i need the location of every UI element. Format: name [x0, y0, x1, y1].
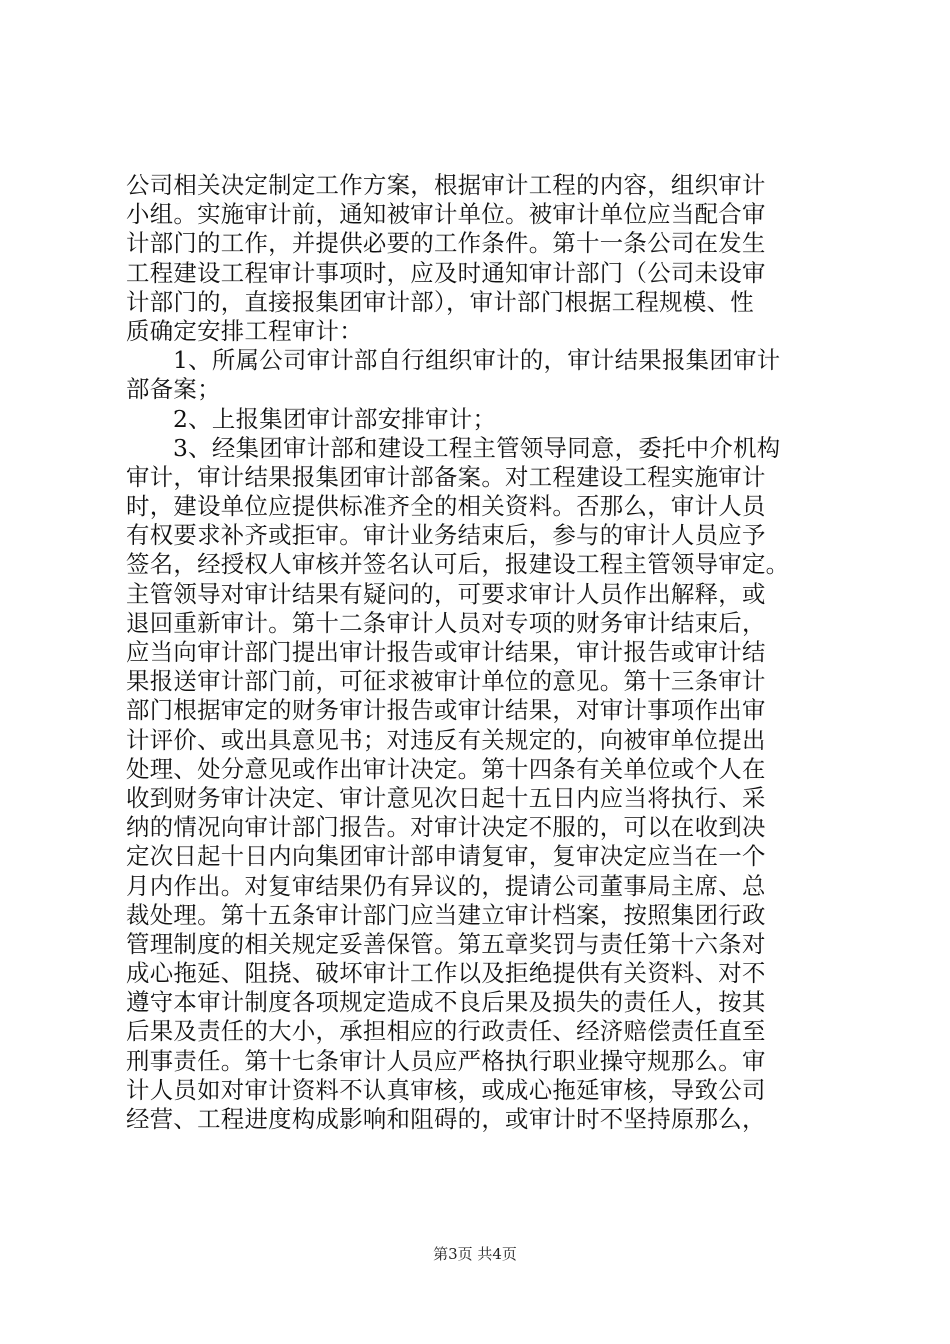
text-line: 处理、处分意见或作出审计决定。第十四条有关单位或个人在 — [126, 754, 766, 783]
text-line: 纳的情况向审计部门报告。对审计决定不服的，可以在收到决 — [126, 813, 766, 842]
text-line: 遵守本审计制度各项规定造成不良后果及损失的责任人，按其 — [126, 988, 766, 1017]
text-line: 签名，经授权人审核并签名认可后，报建设工程主管领导审定。 — [126, 550, 790, 579]
text-line: 退回重新审计。第十二条审计人员对专项的财务审计结束后， — [126, 608, 766, 637]
text-line: 后果及责任的大小，承担相应的行政责任、经济赔偿责任直至 — [126, 1017, 766, 1046]
text-line: 工程建设工程审计事项时，应及时通知审计部门（公司未设审 — [126, 258, 766, 287]
text-line: 小组。实施审计前，通知被审计单位。被审计单位应当配合审 — [126, 200, 766, 229]
page-number-footer: 第3页 共4页 — [433, 1245, 517, 1263]
text-line: 计评价、或出具意见书；对违反有关规定的，向被审单位提出 — [126, 725, 766, 754]
text-line: 计部门的，直接报集团审计部），审计部门根据工程规模、性 — [126, 287, 754, 316]
text-line: 经营、工程进度构成影响和阻碍的，或审计时不坚持原那么， — [126, 1105, 766, 1133]
text-line: 管理制度的相关规定妥善保管。第五章奖罚与责任第十六条对 — [126, 929, 766, 958]
text-line: 收到财务审计决定、审计意见次日起十五日内应当将执行、采 — [126, 783, 766, 812]
text-line: 果报送审计部门前，可征求被审计单位的意见。第十三条审计 — [126, 667, 766, 696]
text-line: 审计，审计结果报集团审计部备案。对工程建设工程实施审计 — [126, 462, 766, 491]
text-line: 成心拖延、阻挠、破坏审计工作以及拒绝提供有关资料、对不 — [126, 959, 766, 988]
text-line: 主管领导对审计结果有疑问的，可要求审计人员作出解释，或 — [126, 579, 766, 608]
text-line: 计部门的工作，并提供必要的工作条件。第十一条公司在发生 — [126, 229, 766, 258]
text-line: 应当向审计部门提出审计报告或审计结果，审计报告或审计结 — [126, 638, 766, 666]
text-line: 质确定安排工程审计： — [126, 316, 363, 345]
list-item-1: 1、所属公司审计部自行组织审计的，审计结果报集团审计 — [173, 346, 781, 375]
text-line: 部备案； — [126, 375, 221, 404]
text-line: 时，建设单位应提供标准齐全的相关资料。否那么，审计人员 — [126, 492, 766, 521]
list-item-3: 3、经集团审计部和建设工程主管领导同意，委托中介机构 — [173, 433, 781, 462]
text-line: 月内作出。对复审结果仍有异议的，提请公司董事局主席、总 — [126, 871, 766, 900]
document-body — [126, 171, 832, 1134]
text-line: 有权要求补齐或拒审。审计业务结束后，参与的审计人员应予 — [126, 521, 766, 550]
text-line: 定次日起十日内向集团审计部申请复审，复审决定应当在一个 — [126, 842, 766, 871]
list-item-2: 2、上报集团审计部安排审计； — [173, 404, 497, 433]
text-line: 刑事责任。第十七条审计人员应严格执行职业操守规那么。审 — [126, 1046, 766, 1075]
text-line: 公司相关决定制定工作方案，根据审计工程的内容，组织审计 — [126, 171, 766, 199]
text-line: 计人员如对审计资料不认真审核，或成心拖延审核，导致公司 — [126, 1075, 766, 1104]
text-line: 部门根据审定的财务审计报告或审计结果，对审计事项作出审 — [126, 696, 766, 725]
text-line: 裁处理。第十五条审计部门应当建立审计档案，按照集团行政 — [126, 900, 766, 929]
